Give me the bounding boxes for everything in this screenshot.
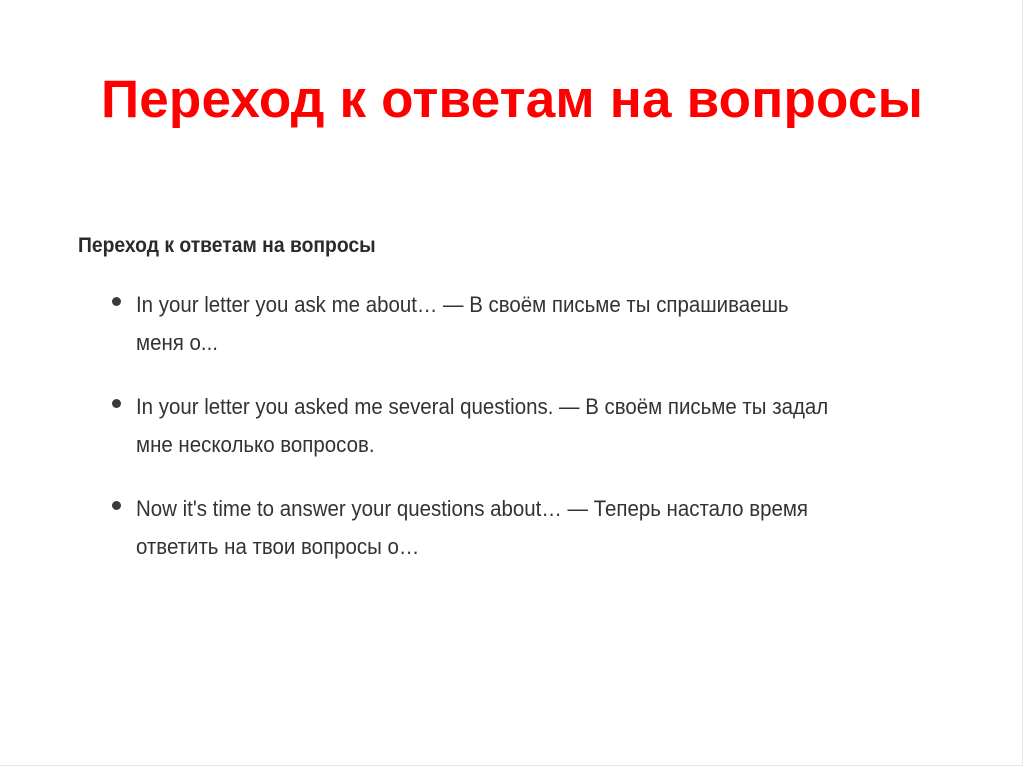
bullet-icon — [112, 501, 121, 510]
bullet-text-line-2: ответить на твои вопросы о… — [136, 534, 420, 559]
document-heading: Переход к ответам на вопросы — [78, 234, 376, 257]
bullet-text-line-1: In your letter you ask me about… — В своём письме ты спрашиваешь — [136, 292, 789, 317]
list-item — [78, 286, 938, 362]
bullet-icon — [112, 297, 121, 306]
list-item — [78, 388, 938, 464]
bullet-icon — [112, 399, 121, 408]
list-item — [78, 490, 938, 566]
embedded-document-image — [78, 232, 938, 592]
slide-title: Переход к ответам на вопросы — [100, 70, 924, 129]
bullet-text-line-2: мне несколько вопросов. — [136, 432, 375, 457]
bullet-text-line-1: Now it's time to answer your questions about… — Теперь настало время — [136, 496, 808, 521]
bullet-text-line-1: In your letter you asked me several questions. — В своём письме ты задал — [136, 394, 829, 419]
bullet-list — [78, 286, 938, 566]
bullet-text-line-2: меня о... — [136, 330, 218, 355]
